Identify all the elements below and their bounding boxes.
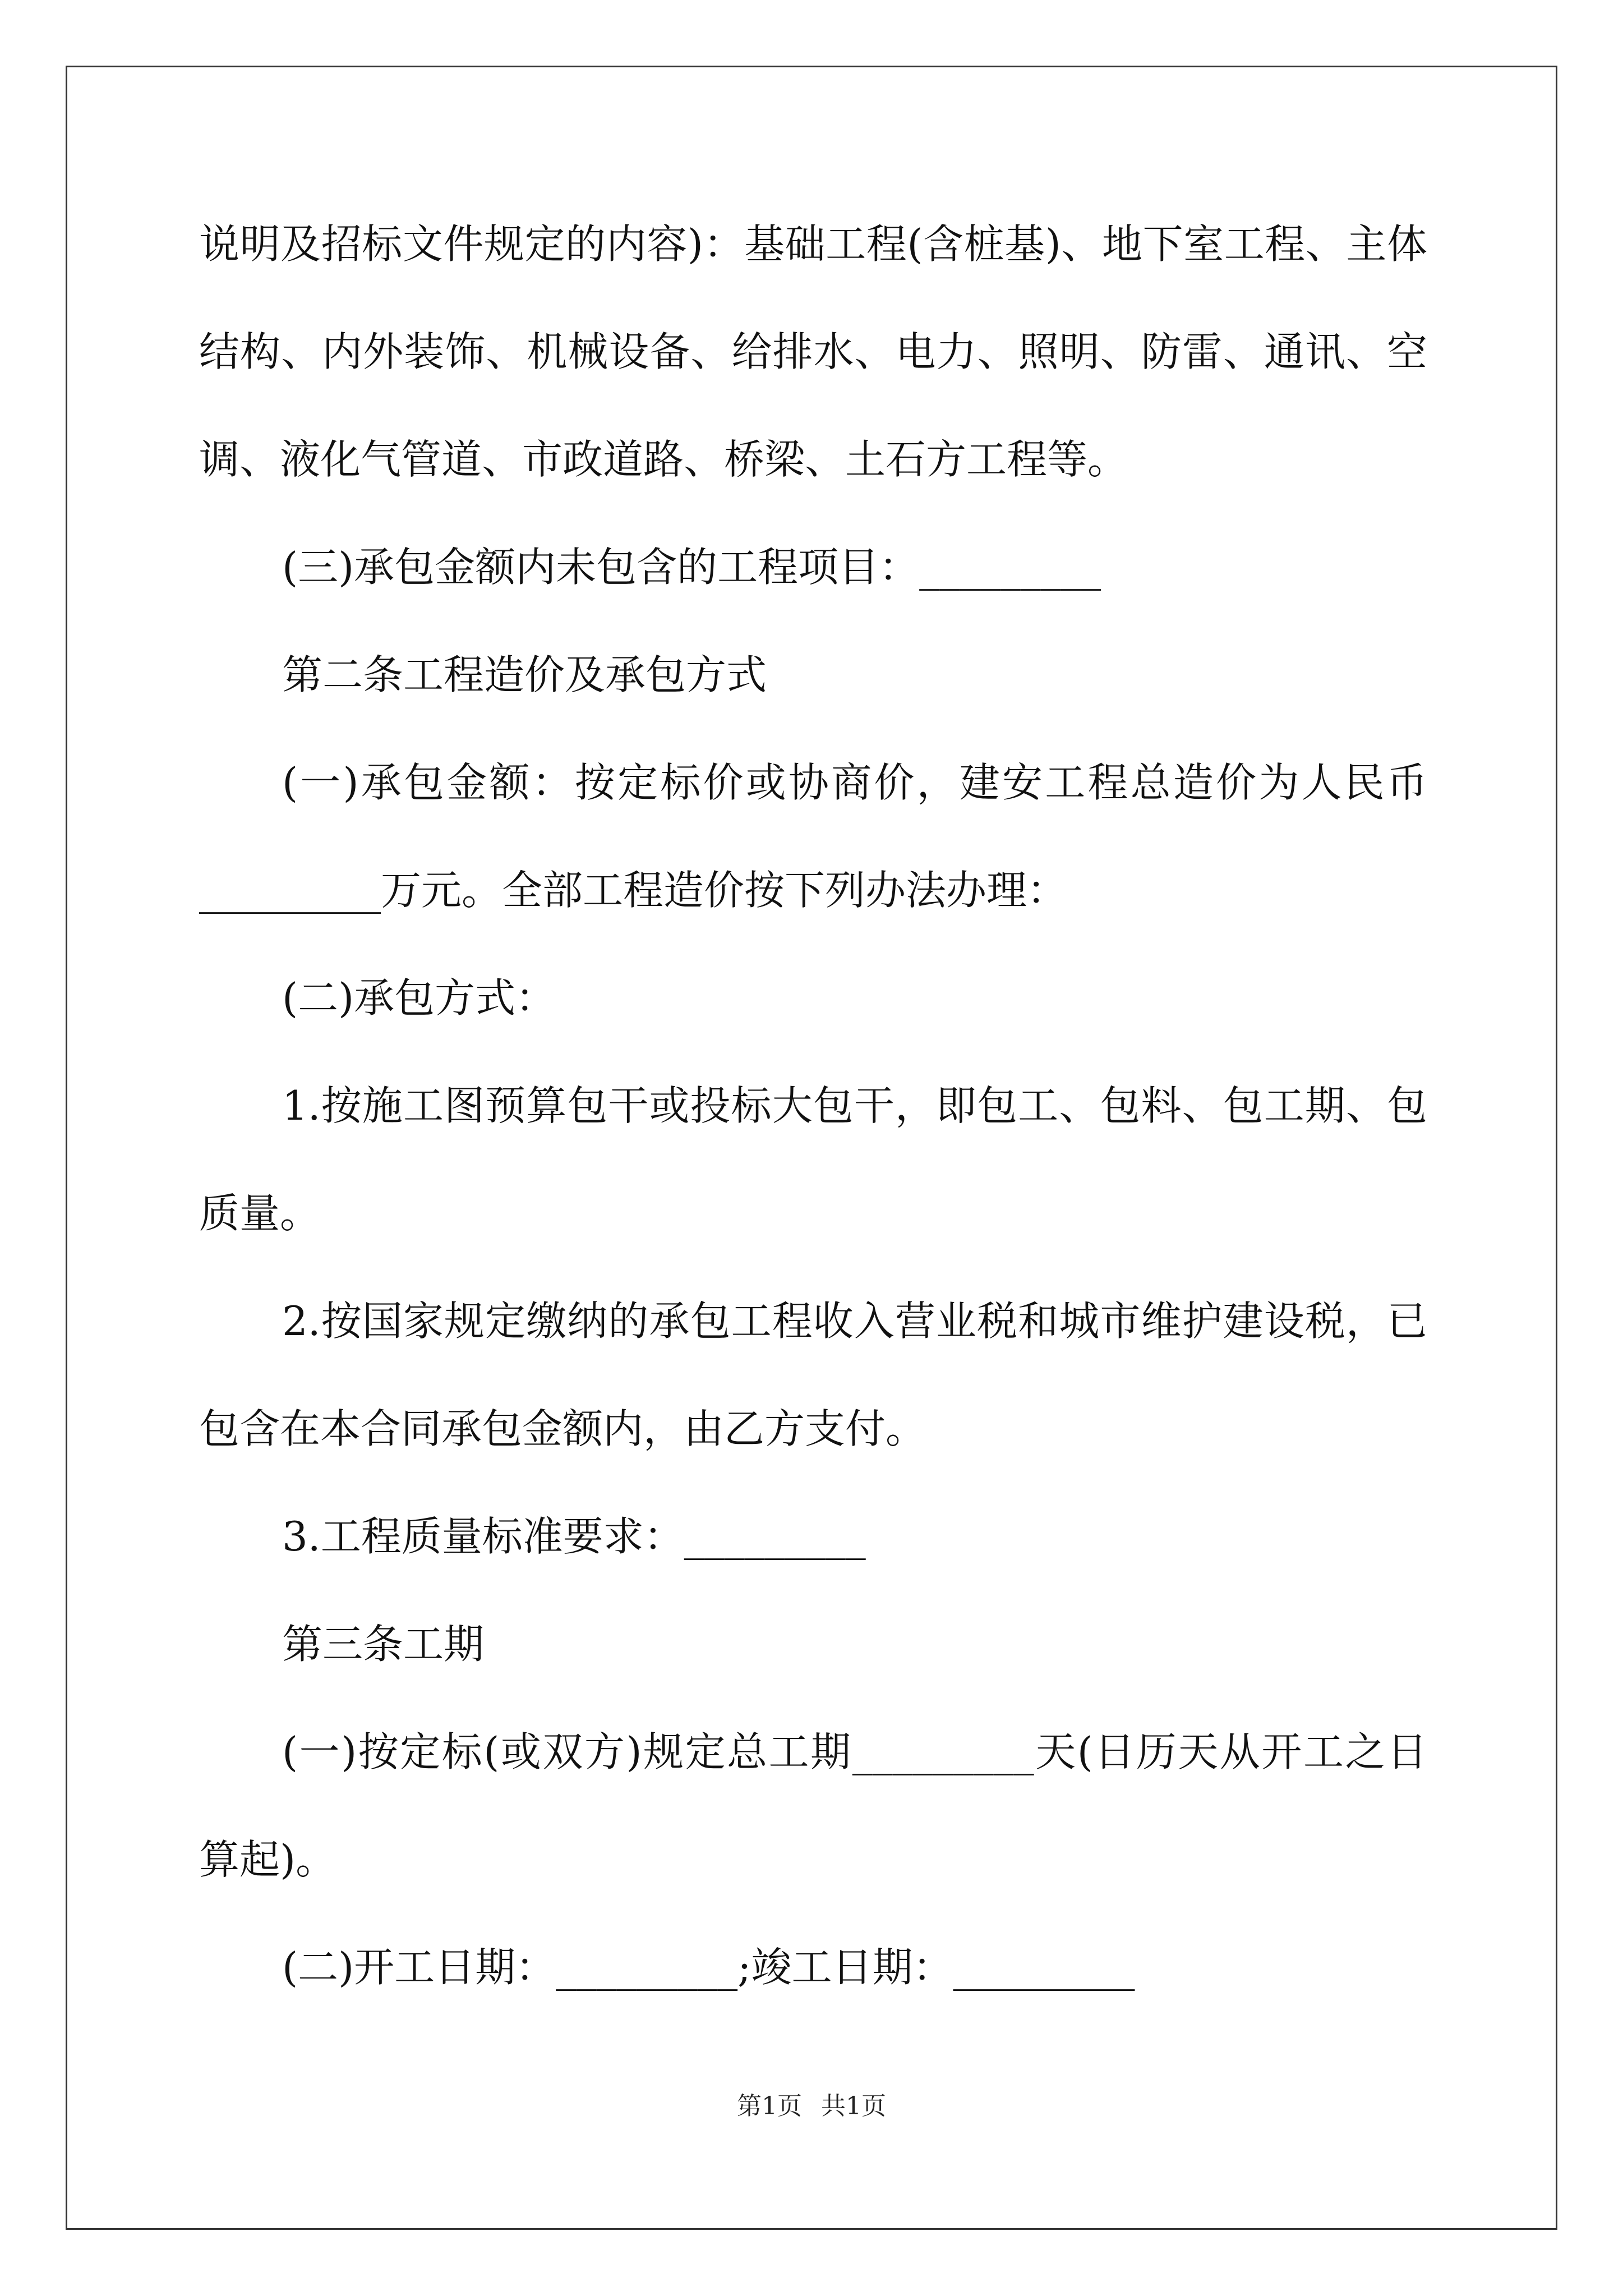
paragraph-line: _________万元。全部工程造价按下列办法办理：: [199, 867, 1068, 914]
paragraph-line: 包含在本合同承包金额内，由乙方支付。: [199, 1405, 926, 1452]
page-footer: [0, 2090, 1623, 2123]
page-number: 第1页: [737, 2092, 802, 2120]
paragraph-line: 质量。: [199, 1190, 321, 1237]
paragraph-line: (三)承包金额内未包含的工程项目：_________: [282, 544, 1101, 591]
paragraph-line: 算起)。: [199, 1836, 336, 1883]
paragraph-line: (一)承包金额：按定标价或协商价，建安工程总造价为人民币: [282, 759, 1427, 806]
paragraph-line: 说明及招标文件规定的内容)：基础工程(含桩基)、地下室工程、主体: [199, 220, 1427, 268]
paragraph-line: (二)开工日期：_________;竣工日期：_________: [282, 1944, 1135, 1991]
paragraph-line: 2.按国家规定缴纳的承包工程收入营业税和城市维护建设税，已: [282, 1297, 1427, 1345]
page-count: 共1页: [821, 2092, 886, 2120]
section-heading: 第三条工期: [282, 1621, 485, 1668]
page-border: [66, 66, 1557, 2230]
paragraph-line: 1.按施工图预算包干或投标大包干，即包工、包料、包工期、包: [282, 1082, 1427, 1129]
paragraph-line: (一)按定标(或双方)规定总工期_________天(日历天从开工之日: [282, 1728, 1427, 1775]
paragraph-line: 调、液化气管道、市政道路、桥梁、土石方工程等。: [199, 436, 1128, 483]
paragraph-line: 3.工程质量标准要求：_________: [282, 1513, 866, 1560]
paragraph-line: 结构、内外装饰、机械设备、给排水、电力、照明、防雷、通讯、空: [199, 328, 1427, 375]
section-heading: 第二条工程造价及承包方式: [282, 651, 767, 698]
paragraph-line: (二)承包方式：: [282, 974, 556, 1022]
